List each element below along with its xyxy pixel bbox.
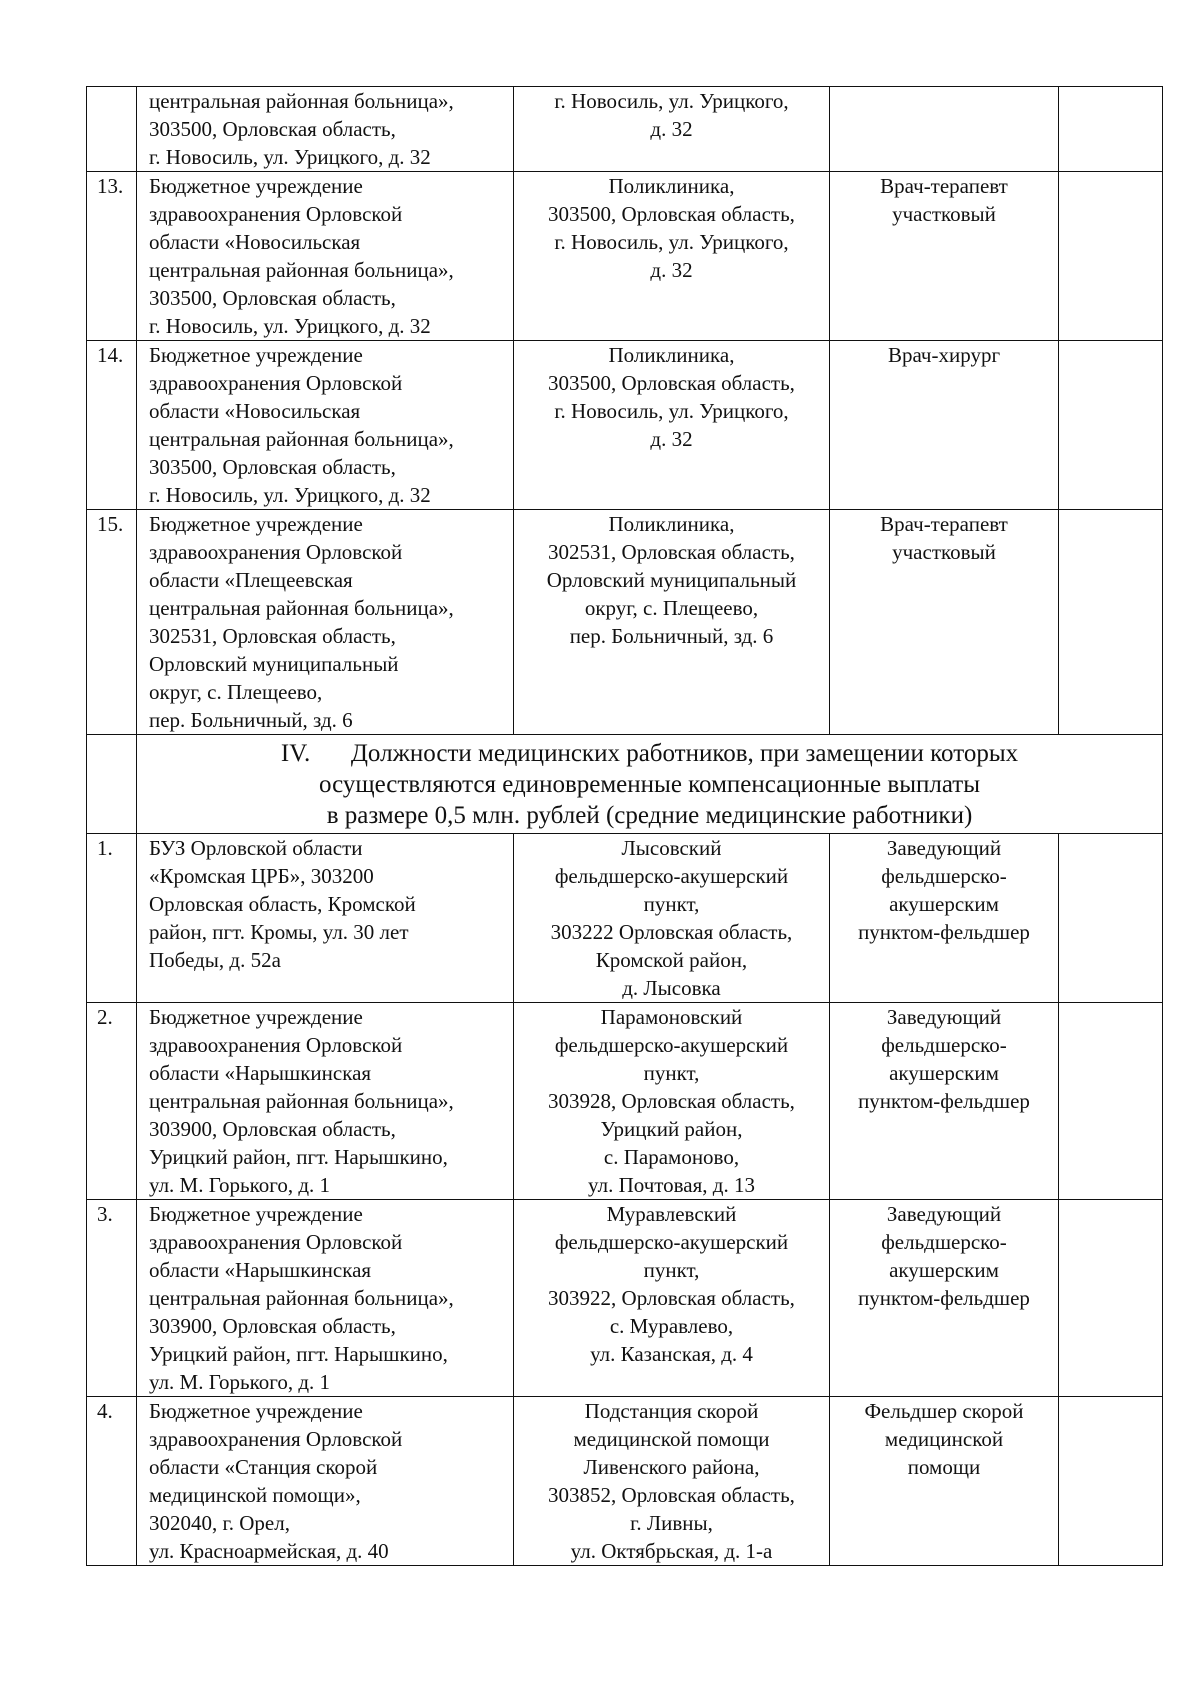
position-cell — [830, 1003, 1059, 1200]
org-line: центральная районная больница», — [149, 1089, 454, 1113]
org-line: 303500, Орловская область, — [149, 455, 396, 479]
row-number-cell: 3. — [87, 1200, 137, 1397]
address-cell — [514, 1200, 830, 1397]
position-line: пунктом-фельдшер — [858, 1089, 1030, 1113]
section-empty-num-cell — [87, 735, 137, 834]
position-line: Заведующий — [886, 1202, 1002, 1226]
org-line: здравоохранения Орловской — [149, 540, 403, 564]
position-line: фельдшерско- — [881, 1230, 1007, 1254]
address-line: 303922, Орловская область, — [548, 1286, 795, 1310]
position-line: Врач-терапевт — [880, 174, 1008, 198]
org-line: 303900, Орловская область, — [149, 1314, 396, 1338]
address-line: Поликлиника, — [608, 174, 735, 198]
empty-cell — [1059, 172, 1163, 341]
table-row — [87, 341, 1163, 510]
row-number-cell: 15. — [87, 510, 137, 735]
address-cell — [514, 510, 830, 735]
row-number-cell: 1. — [87, 834, 137, 1003]
address-line: д. 32 — [650, 117, 693, 141]
empty-cell — [1059, 1200, 1163, 1397]
org-line: 303500, Орловская область, — [149, 286, 396, 310]
org-line: ул. Красноармейская, д. 40 — [149, 1539, 389, 1563]
org-line: ул. М. Горького, д. 1 — [149, 1173, 331, 1197]
address-line: пер. Больничный, зд. 6 — [569, 624, 774, 648]
address-line: пункт, — [643, 892, 700, 916]
address-cell — [514, 1003, 830, 1200]
address-line: Подстанция скорой — [584, 1399, 759, 1423]
address-line: 303928, Орловская область, — [548, 1089, 795, 1113]
position-line: участковый — [892, 202, 996, 226]
address-line: с. Муравлево, — [609, 1314, 734, 1338]
empty-cell — [1059, 834, 1163, 1003]
org-line: Победы, д. 52а — [149, 948, 281, 972]
address-line: пункт, — [643, 1061, 700, 1085]
position-cell — [830, 172, 1059, 341]
org-line: Бюджетное учреждение — [149, 1005, 363, 1029]
org-line: здравоохранения Орловской — [149, 1230, 403, 1254]
org-line: Урицкий район, пгт. Нарышкино, — [149, 1145, 448, 1169]
address-line: Лысовский — [621, 836, 722, 860]
address-line: Ливенского района, — [583, 1455, 760, 1479]
address-line: д. Лысовка — [622, 976, 721, 1000]
org-cell — [137, 1200, 514, 1397]
org-line: Бюджетное учреждение — [149, 1202, 363, 1226]
address-line: 303500, Орловская область, — [548, 202, 795, 226]
document-page — [86, 86, 1162, 1566]
section-header-row — [87, 735, 1163, 834]
position-line: помощи — [907, 1455, 981, 1479]
org-line: ул. М. Горького, д. 1 — [149, 1370, 331, 1394]
org-line: здравоохранения Орловской — [149, 1427, 403, 1451]
address-cell — [514, 87, 830, 172]
org-line: г. Новосиль, ул. Урицкого, д. 32 — [149, 145, 431, 169]
address-line: 303500, Орловская область, — [548, 371, 795, 395]
org-line: 303900, Орловская область, — [149, 1117, 396, 1141]
position-cell — [830, 87, 1059, 172]
org-line: Бюджетное учреждение — [149, 174, 363, 198]
org-line: области «Новосильская — [149, 230, 361, 254]
address-cell — [514, 1397, 830, 1566]
org-line: здравоохранения Орловской — [149, 371, 403, 395]
position-line: пунктом-фельдшер — [858, 920, 1030, 944]
section-title-line3: в размере 0,5 млн. рублей (средние медицинские работники) — [326, 802, 973, 829]
position-line: Фельдшер скорой — [864, 1399, 1024, 1423]
position-line: пунктом-фельдшер — [858, 1286, 1030, 1310]
org-line: области «Станция скорой — [149, 1455, 378, 1479]
position-line: акушерским — [889, 1258, 999, 1282]
org-line: Урицкий район, пгт. Нарышкино, — [149, 1342, 448, 1366]
org-line: здравоохранения Орловской — [149, 1033, 403, 1057]
position-line: Врач-хирург — [887, 343, 1001, 367]
org-cell — [137, 510, 514, 735]
position-line: медицинской — [884, 1427, 1004, 1451]
address-line: Парамоновский — [600, 1005, 743, 1029]
address-line: фельдшерско-акушерский — [554, 1230, 789, 1254]
org-line: «Кромская ЦРБ», 303200 — [149, 864, 374, 888]
org-line: Бюджетное учреждение — [149, 343, 363, 367]
org-line: Бюджетное учреждение — [149, 1399, 363, 1423]
position-line: Заведующий — [886, 836, 1002, 860]
row-number-cell: 2. — [87, 1003, 137, 1200]
org-line: г. Новосиль, ул. Урицкого, д. 32 — [149, 314, 431, 338]
table-row — [87, 510, 1163, 735]
table-row — [87, 1397, 1163, 1566]
address-line: г. Новосиль, ул. Урицкого, — [554, 89, 789, 113]
org-line: центральная районная больница», — [149, 89, 454, 113]
address-line: ул. Казанская, д. 4 — [590, 1342, 753, 1366]
address-line: д. 32 — [650, 427, 693, 451]
position-line: участковый — [892, 540, 996, 564]
org-line: район, пгт. Кромы, ул. 30 лет — [149, 920, 409, 944]
org-line: центральная районная больница», — [149, 596, 454, 620]
empty-cell — [1059, 1003, 1163, 1200]
position-line: фельдшерско- — [881, 1033, 1007, 1057]
address-line: Поликлиника, — [608, 343, 735, 367]
address-line: Кромской район, — [595, 948, 748, 972]
address-line: Орловский муниципальный — [546, 568, 797, 592]
address-line: ул. Октябрьская, д. 1-а — [570, 1539, 773, 1563]
address-cell — [514, 341, 830, 510]
org-line: центральная районная больница», — [149, 258, 454, 282]
address-line: г. Ливны, — [630, 1511, 713, 1535]
org-line: центральная районная больница», — [149, 427, 454, 451]
empty-cell — [1059, 510, 1163, 735]
address-line: Поликлиника, — [608, 512, 735, 536]
position-cell — [830, 1200, 1059, 1397]
position-line: фельдшерско- — [881, 864, 1007, 888]
org-cell — [137, 1003, 514, 1200]
address-line: 302531, Орловская область, — [548, 540, 795, 564]
org-cell — [137, 341, 514, 510]
row-number-cell: 13. — [87, 172, 137, 341]
org-line: пер. Больничный, зд. 6 — [149, 708, 353, 732]
table-row — [87, 1200, 1163, 1397]
address-cell — [514, 172, 830, 341]
org-line: центральная районная больница», — [149, 1286, 454, 1310]
section-title-line2: осуществляются единовременные компенсационные выплаты — [318, 771, 981, 798]
org-line: области «Нарышкинская — [149, 1061, 372, 1085]
row-number-cell: 14. — [87, 341, 137, 510]
address-line: г. Новосиль, ул. Урицкого, — [554, 230, 789, 254]
org-line: области «Плещеевская — [149, 568, 353, 592]
org-cell — [137, 1397, 514, 1566]
org-line: здравоохранения Орловской — [149, 202, 403, 226]
position-line: акушерским — [889, 1061, 999, 1085]
org-line: округ, с. Плещеево, — [149, 680, 323, 704]
org-line: 303500, Орловская область, — [149, 117, 396, 141]
address-line: г. Новосиль, ул. Урицкого, — [554, 399, 789, 423]
section-roman-numeral: IV. — [280, 740, 311, 767]
address-line: Урицкий район, — [600, 1117, 743, 1141]
address-line: Муравлевский — [606, 1202, 737, 1226]
position-cell — [830, 510, 1059, 735]
table-row — [87, 172, 1163, 341]
position-cell — [830, 834, 1059, 1003]
address-line: пункт, — [643, 1258, 700, 1282]
position-line: Врач-терапевт — [880, 512, 1008, 536]
address-line: с. Парамоново, — [603, 1145, 740, 1169]
position-cell — [830, 341, 1059, 510]
empty-cell — [1059, 1397, 1163, 1566]
position-line: Заведующий — [886, 1005, 1002, 1029]
org-line: области «Новосильская — [149, 399, 361, 423]
table-row — [87, 87, 1163, 172]
section-title-line1: Должности медицинских работников, при замещении которых — [350, 740, 1019, 767]
positions-table — [86, 86, 1163, 1566]
address-line: медицинской помощи — [573, 1427, 770, 1451]
table-row — [87, 1003, 1163, 1200]
section-heading — [137, 735, 1163, 834]
address-cell — [514, 834, 830, 1003]
table-body-part1 — [87, 87, 1163, 735]
org-cell — [137, 87, 514, 172]
org-cell — [137, 834, 514, 1003]
org-line: г. Новосиль, ул. Урицкого, д. 32 — [149, 483, 431, 507]
address-line: округ, с. Плещеево, — [584, 596, 759, 620]
table-row — [87, 834, 1163, 1003]
address-line: д. 32 — [650, 258, 693, 282]
position-line: акушерским — [889, 892, 999, 916]
address-line: фельдшерско-акушерский — [554, 864, 789, 888]
org-line: Орловская область, Кромской — [149, 892, 416, 916]
empty-cell — [1059, 341, 1163, 510]
org-cell — [137, 172, 514, 341]
table-body-part2 — [87, 834, 1163, 1566]
section-header-body — [87, 735, 1163, 834]
address-line: фельдшерско-акушерский — [554, 1033, 789, 1057]
address-line: ул. Почтовая, д. 13 — [588, 1173, 755, 1197]
org-line: Бюджетное учреждение — [149, 512, 363, 536]
position-cell — [830, 1397, 1059, 1566]
address-line: 303852, Орловская область, — [548, 1483, 795, 1507]
address-line: 303222 Орловская область, — [550, 920, 793, 944]
org-line: 302040, г. Орел, — [149, 1511, 290, 1535]
org-line: медицинской помощи», — [149, 1483, 361, 1507]
org-line: 302531, Орловская область, — [149, 624, 396, 648]
row-number-cell: 4. — [87, 1397, 137, 1566]
row-number-cell — [87, 87, 137, 172]
empty-cell — [1059, 87, 1163, 172]
org-line: области «Нарышкинская — [149, 1258, 372, 1282]
org-line: БУЗ Орловской области — [149, 836, 363, 860]
org-line: Орловский муниципальный — [149, 652, 399, 676]
